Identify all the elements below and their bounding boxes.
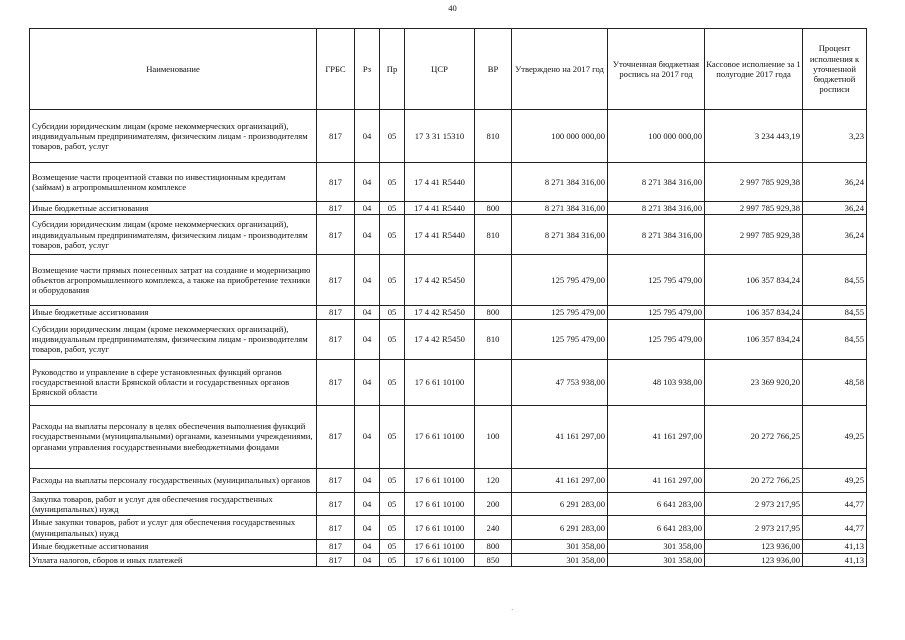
table-row [30, 359, 867, 405]
table-row [30, 492, 867, 516]
cell-executed: 2 997 785 929,38 [705, 163, 803, 202]
cell-percent: 36,24 [803, 163, 867, 202]
cell-pr: 05 [380, 255, 405, 306]
cell-refined: 41 161 297,00 [608, 468, 705, 492]
cell-pr: 05 [380, 110, 405, 163]
cell-refined: 301 358,00 [608, 553, 705, 566]
table-row [30, 215, 867, 255]
cell-refined: 8 271 384 316,00 [608, 215, 705, 255]
table-row [30, 405, 867, 468]
cell-rz: 04 [355, 255, 380, 306]
cell-csr: 17 3 31 15310 [405, 110, 475, 163]
cell-rz: 04 [355, 468, 380, 492]
cell-grbs: 817 [317, 202, 355, 215]
cell-rz: 04 [355, 110, 380, 163]
cell-executed: 2 973 217,95 [705, 516, 803, 540]
table-row [30, 468, 867, 492]
page-number: 40 [448, 3, 457, 13]
cell-pr: 05 [380, 359, 405, 405]
header-percent: Процент исполнения к уточненной бюджетной росписи [803, 29, 867, 110]
cell-approved: 41 161 297,00 [512, 405, 608, 468]
table-row [30, 553, 867, 566]
header-grbs: ГРБС [317, 29, 355, 110]
cell-executed: 3 234 443,19 [705, 110, 803, 163]
cell-name: Закупка товаров, работ и услуг для обеспечения государственных (муниципальных) нужд [30, 492, 317, 516]
budget-table [29, 28, 867, 567]
cell-executed: 20 272 766,25 [705, 405, 803, 468]
cell-percent: 84,55 [803, 319, 867, 359]
cell-refined: 6 641 283,00 [608, 492, 705, 516]
cell-percent: 44,77 [803, 492, 867, 516]
cell-grbs: 817 [317, 405, 355, 468]
cell-refined: 100 000 000,00 [608, 110, 705, 163]
cell-grbs: 817 [317, 553, 355, 566]
cell-approved: 47 753 938,00 [512, 359, 608, 405]
cell-csr: 17 6 61 10100 [405, 359, 475, 405]
header-csr: ЦСР [405, 29, 475, 110]
cell-refined: 125 795 479,00 [608, 306, 705, 319]
cell-name: Иные бюджетные ассигнования [30, 540, 317, 553]
cell-vr: 120 [475, 468, 512, 492]
cell-rz: 04 [355, 306, 380, 319]
table-row [30, 110, 867, 163]
cell-percent: 49,25 [803, 405, 867, 468]
cell-refined: 8 271 384 316,00 [608, 163, 705, 202]
cell-percent: 48,58 [803, 359, 867, 405]
cell-grbs: 817 [317, 163, 355, 202]
cell-csr: 17 4 41 R5440 [405, 215, 475, 255]
cell-executed: 2 997 785 929,38 [705, 215, 803, 255]
cell-executed: 2 973 217,95 [705, 492, 803, 516]
cell-rz: 04 [355, 319, 380, 359]
cell-csr: 17 6 61 10100 [405, 553, 475, 566]
cell-approved: 301 358,00 [512, 540, 608, 553]
cell-refined: 41 161 297,00 [608, 405, 705, 468]
header-vr: ВР [475, 29, 512, 110]
cell-pr: 05 [380, 202, 405, 215]
scan-mark: · [511, 606, 514, 614]
cell-approved: 6 291 283,00 [512, 492, 608, 516]
cell-pr: 05 [380, 516, 405, 540]
cell-name: Расходы на выплаты персоналу государственных (муниципальных) органов [30, 468, 317, 492]
cell-approved: 125 795 479,00 [512, 255, 608, 306]
cell-executed: 20 272 766,25 [705, 468, 803, 492]
cell-csr: 17 4 42 R5450 [405, 306, 475, 319]
cell-grbs: 817 [317, 540, 355, 553]
cell-approved: 8 271 384 316,00 [512, 163, 608, 202]
cell-csr: 17 6 61 10100 [405, 540, 475, 553]
cell-vr: 810 [475, 319, 512, 359]
cell-vr: 810 [475, 215, 512, 255]
cell-name: Субсидии юридическим лицам (кроме некоммерческих организаций), индивидуальным предпринимателям, физическим лицам - производителям товаров, работ, услуг [30, 319, 317, 359]
cell-vr: 800 [475, 202, 512, 215]
cell-rz: 04 [355, 492, 380, 516]
cell-pr: 05 [380, 405, 405, 468]
cell-grbs: 817 [317, 255, 355, 306]
cell-grbs: 817 [317, 468, 355, 492]
cell-csr: 17 4 42 R5450 [405, 319, 475, 359]
cell-rz: 04 [355, 540, 380, 553]
cell-percent: 41,13 [803, 540, 867, 553]
cell-csr: 17 4 41 R5440 [405, 163, 475, 202]
cell-executed: 123 936,00 [705, 553, 803, 566]
table-row [30, 540, 867, 553]
cell-refined: 301 358,00 [608, 540, 705, 553]
header-refined: Уточненная бюджетная роспись на 2017 год [608, 29, 705, 110]
header-pr: Пр [380, 29, 405, 110]
cell-executed: 106 357 834,24 [705, 306, 803, 319]
cell-pr: 05 [380, 319, 405, 359]
cell-pr: 05 [380, 553, 405, 566]
cell-name: Возмещение части прямых понесенных затрат на создание и модернизацию объектов агропромышленного комплекса, а также на приобретение техники и оборудования [30, 255, 317, 306]
cell-pr: 05 [380, 215, 405, 255]
cell-approved: 125 795 479,00 [512, 319, 608, 359]
cell-rz: 04 [355, 359, 380, 405]
cell-refined: 48 103 938,00 [608, 359, 705, 405]
header-rz: Рз [355, 29, 380, 110]
header-row [30, 29, 867, 110]
cell-percent: 36,24 [803, 202, 867, 215]
table-row [30, 163, 867, 202]
cell-percent: 41,13 [803, 553, 867, 566]
cell-grbs: 817 [317, 319, 355, 359]
cell-vr [475, 255, 512, 306]
cell-approved: 8 271 384 316,00 [512, 202, 608, 215]
cell-approved: 8 271 384 316,00 [512, 215, 608, 255]
cell-executed: 23 369 920,20 [705, 359, 803, 405]
cell-approved: 6 291 283,00 [512, 516, 608, 540]
cell-grbs: 817 [317, 516, 355, 540]
cell-rz: 04 [355, 516, 380, 540]
cell-pr: 05 [380, 492, 405, 516]
cell-rz: 04 [355, 215, 380, 255]
cell-percent: 84,55 [803, 255, 867, 306]
cell-executed: 106 357 834,24 [705, 255, 803, 306]
table-row [30, 202, 867, 215]
cell-percent: 44,77 [803, 516, 867, 540]
cell-percent: 36,24 [803, 215, 867, 255]
cell-name: Иные бюджетные ассигнования [30, 306, 317, 319]
cell-percent: 84,55 [803, 306, 867, 319]
cell-approved: 301 358,00 [512, 553, 608, 566]
cell-pr: 05 [380, 468, 405, 492]
header-executed: Кассовое исполнение за 1 полугодие 2017 года [705, 29, 803, 110]
cell-grbs: 817 [317, 110, 355, 163]
cell-approved: 100 000 000,00 [512, 110, 608, 163]
cell-vr: 800 [475, 540, 512, 553]
table-row [30, 306, 867, 319]
cell-vr: 800 [475, 306, 512, 319]
cell-grbs: 817 [317, 359, 355, 405]
header-approved: Утверждено на 2017 год [512, 29, 608, 110]
cell-grbs: 817 [317, 492, 355, 516]
cell-refined: 125 795 479,00 [608, 255, 705, 306]
cell-vr: 100 [475, 405, 512, 468]
cell-name: Субсидии юридическим лицам (кроме некоммерческих организаций), индивидуальным предпринимателям, физическим лицам - производителям товаров, работ, услуг [30, 110, 317, 163]
cell-approved: 41 161 297,00 [512, 468, 608, 492]
table-row [30, 319, 867, 359]
cell-name: Расходы на выплаты персоналу в целях обеспечения выполнения функций государственными (муниципальными) органами, казенными учреждениями, органами управления государственными внебюджетными фондами [30, 405, 317, 468]
cell-vr [475, 163, 512, 202]
cell-rz: 04 [355, 163, 380, 202]
cell-pr: 05 [380, 540, 405, 553]
cell-csr: 17 6 61 10100 [405, 492, 475, 516]
cell-executed: 123 936,00 [705, 540, 803, 553]
table-row [30, 516, 867, 540]
cell-name: Субсидии юридическим лицам (кроме некоммерческих организаций), индивидуальным предпринимателям, физическим лицам - производителям товаров, работ, услуг [30, 215, 317, 255]
cell-name: Иные бюджетные ассигнования [30, 202, 317, 215]
cell-executed: 2 997 785 929,38 [705, 202, 803, 215]
cell-executed: 106 357 834,24 [705, 319, 803, 359]
cell-pr: 05 [380, 163, 405, 202]
cell-name: Иные закупки товаров, работ и услуг для обеспечения государственных (муниципальных) нужд [30, 516, 317, 540]
cell-vr: 810 [475, 110, 512, 163]
cell-csr: 17 6 61 10100 [405, 405, 475, 468]
cell-vr: 240 [475, 516, 512, 540]
table-body [30, 110, 867, 567]
cell-csr: 17 4 41 R5440 [405, 202, 475, 215]
cell-percent: 49,25 [803, 468, 867, 492]
header-name: Наименование [30, 29, 317, 110]
cell-name: Руководство и управление в сфере установленных функций органов государственной власти Брянской области и государственных органов Брянской области [30, 359, 317, 405]
cell-vr [475, 359, 512, 405]
cell-name: Возмещение части процентной ставки по инвестиционным кредитам (займам) в агропромышленном комплексе [30, 163, 317, 202]
cell-approved: 125 795 479,00 [512, 306, 608, 319]
cell-csr: 17 6 61 10100 [405, 516, 475, 540]
cell-refined: 125 795 479,00 [608, 319, 705, 359]
cell-pr: 05 [380, 306, 405, 319]
cell-csr: 17 6 61 10100 [405, 468, 475, 492]
cell-csr: 17 4 42 R5450 [405, 255, 475, 306]
cell-grbs: 817 [317, 306, 355, 319]
cell-grbs: 817 [317, 215, 355, 255]
cell-refined: 8 271 384 316,00 [608, 202, 705, 215]
cell-percent: 3,23 [803, 110, 867, 163]
cell-rz: 04 [355, 405, 380, 468]
cell-rz: 04 [355, 553, 380, 566]
table-row [30, 255, 867, 306]
cell-rz: 04 [355, 202, 380, 215]
cell-name: Уплата налогов, сборов и иных платежей [30, 553, 317, 566]
cell-vr: 200 [475, 492, 512, 516]
cell-vr: 850 [475, 553, 512, 566]
cell-refined: 6 641 283,00 [608, 516, 705, 540]
